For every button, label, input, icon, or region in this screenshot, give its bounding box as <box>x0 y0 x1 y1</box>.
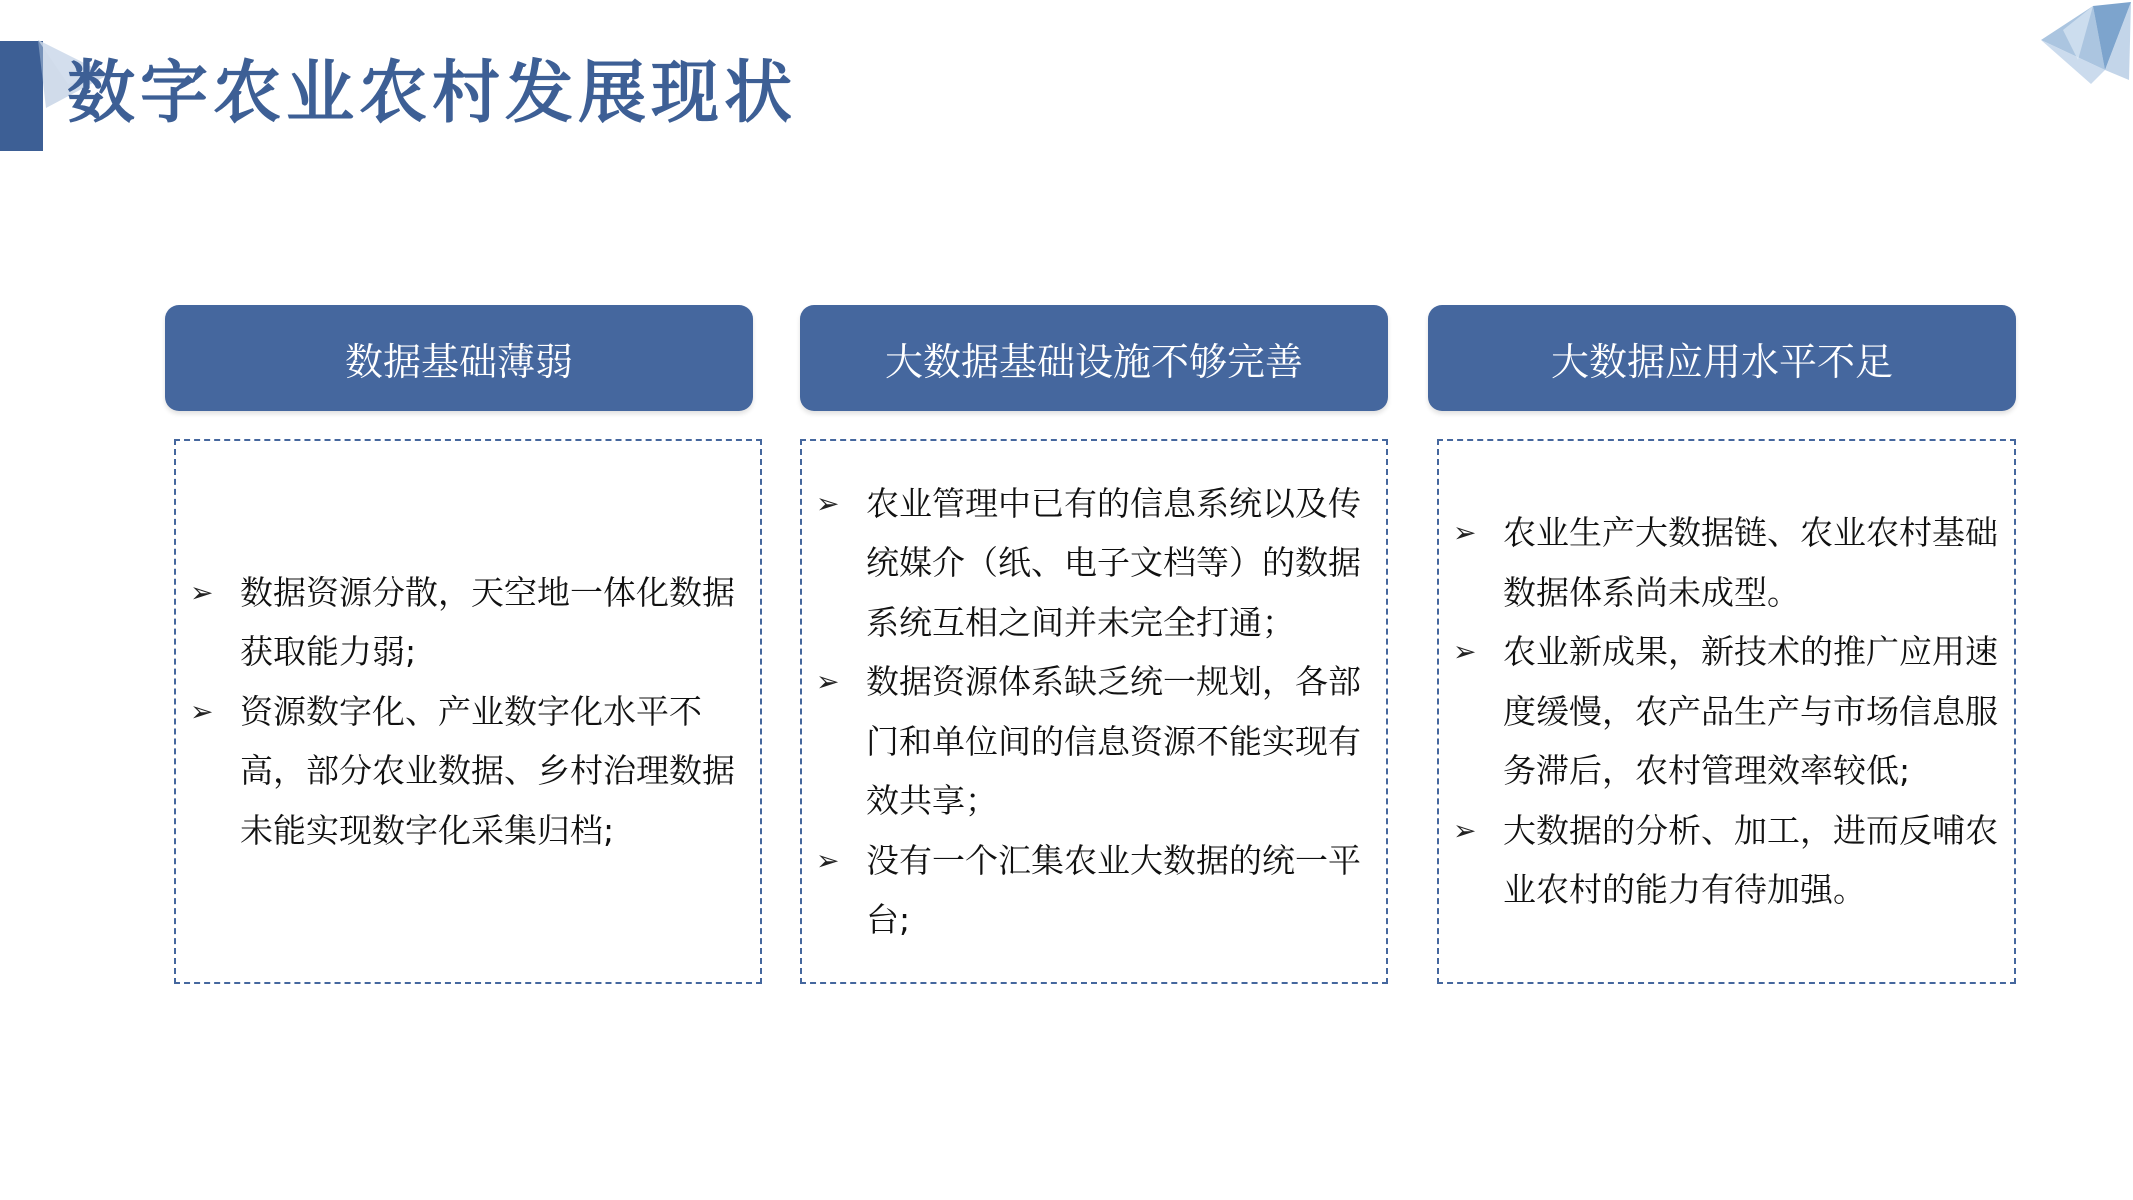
column-header: 大数据基础设施不够完善 <box>800 305 1388 411</box>
bullet-list <box>816 474 1378 950</box>
column-content-box <box>174 439 762 984</box>
list-item-text: 大数据的分析、加工，进而反哺农业农村的能力有待加强。 <box>1503 810 1998 910</box>
arrow-bullet-icon: ➢ <box>1453 635 1477 669</box>
arrow-bullet-icon: ➢ <box>190 694 214 728</box>
title-accent-bar <box>0 41 43 151</box>
column-infrastructure <box>800 305 1388 939</box>
list-item <box>190 563 752 682</box>
list-item <box>1453 801 2006 920</box>
list-item-text: 农业新成果，新技术的推广应用速度缓慢，农产品生产与市场信息服务滞后，农村管理效率较低; <box>1503 632 1998 791</box>
arrow-bullet-icon: ➢ <box>816 843 840 877</box>
list-item-text: 资源数字化、产业数字化水平不高，部分农业数据、乡村治理数据未能实现数字化采集归档; <box>240 691 735 850</box>
list-item <box>1453 622 2006 801</box>
column-header: 大数据应用水平不足 <box>1428 305 2016 411</box>
arrow-bullet-icon: ➢ <box>816 665 840 698</box>
list-item <box>1453 503 2006 622</box>
arrow-bullet-icon: ➢ <box>190 575 214 609</box>
list-item-text: 数据资源分散，天空地一体化数据获取能力弱; <box>240 572 735 672</box>
page-title: 数字农业农村发展现状 <box>67 54 798 133</box>
list-item-text: 农业管理中已有的信息系统以及传统媒介（纸、电子文档等）的数据系统互相之间并未完全打通； <box>866 483 1361 642</box>
column-application-level <box>1428 305 2016 910</box>
list-item-text: 农业生产大数据链、农业农村基础数据体系尚未成型。 <box>1503 513 1998 612</box>
list-item-text: 没有一个汇集农业大数据的统一平台; <box>866 840 1361 939</box>
list-item <box>816 652 1378 831</box>
bullet-list <box>190 563 752 861</box>
column-content-box <box>1437 439 2016 984</box>
bullet-list <box>1453 503 2006 920</box>
crystal-decoration-icon <box>2033 0 2133 92</box>
column-content-box <box>800 439 1388 984</box>
column-data-foundation <box>165 305 753 850</box>
list-item <box>190 682 752 861</box>
arrow-bullet-icon: ➢ <box>1453 516 1477 550</box>
list-item <box>816 474 1378 653</box>
arrow-bullet-icon: ➢ <box>816 486 840 520</box>
arrow-bullet-icon: ➢ <box>1453 813 1477 847</box>
column-header: 数据基础薄弱 <box>165 305 753 411</box>
list-item-text: 数据资源体系缺乏统一规划，各部门和单位间的信息资源不能实现有效共享； <box>866 662 1361 820</box>
list-item <box>816 831 1378 950</box>
